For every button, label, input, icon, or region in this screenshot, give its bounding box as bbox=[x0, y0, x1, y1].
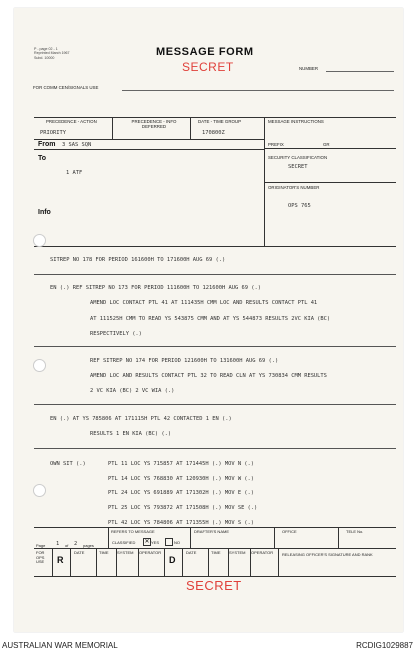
time-label-r: TIME bbox=[99, 550, 109, 555]
number-line bbox=[326, 71, 394, 72]
archive-record-id: RCDIG1029887 bbox=[356, 641, 413, 650]
message-line: 2 VC KIA (BC) 2 VC WIA (.) bbox=[90, 388, 175, 394]
to-label: To bbox=[38, 155, 47, 162]
no-label: NO bbox=[174, 540, 180, 545]
punch-hole-icon bbox=[33, 359, 46, 372]
punch-hole-icon bbox=[33, 484, 46, 497]
own-sit-line: PTL 11 LOC YS 715857 AT 171445H (.) MOV N (.) bbox=[108, 461, 255, 467]
drafters-name-label: DRAFTER'S NAME bbox=[194, 529, 229, 534]
to-value: 1 ATF bbox=[66, 170, 83, 176]
pages-label: pages bbox=[83, 543, 94, 548]
precedence-action-label: PRECEDENCE - ACTION bbox=[46, 119, 97, 124]
pages-total: 2 bbox=[74, 541, 78, 547]
own-sit-line: PTL 14 LOC YS 768830 AT 120930H (.) MOV W (.) bbox=[108, 476, 255, 482]
col-divider-2 bbox=[190, 117, 191, 139]
message-line: SITREP NO 178 FOR PERIOD 161600H TO 171600H AUG 69 (.) bbox=[50, 257, 226, 263]
security-classification-value: SECRET bbox=[288, 164, 308, 170]
refers-to-message-label: REFERS TO MESSAGE bbox=[111, 529, 155, 534]
precedence-action-value: PRIORITY bbox=[40, 130, 66, 136]
ops-divider bbox=[52, 548, 53, 576]
date-label-d: DATE bbox=[186, 550, 197, 555]
footer-divider bbox=[274, 527, 275, 548]
time-label-d: TIME bbox=[211, 550, 221, 555]
gr-label: GR bbox=[323, 142, 330, 147]
ops-divider bbox=[182, 548, 183, 576]
ops-divider bbox=[164, 548, 165, 576]
comm-cen-line bbox=[122, 90, 394, 91]
table-top-rule bbox=[34, 117, 396, 118]
prefix-label: PREFIX bbox=[268, 142, 284, 147]
dtg-label: DATE - TIME GROUP bbox=[198, 119, 242, 124]
from-value: 3 SAS SQN bbox=[62, 142, 92, 148]
message-line: EN (.) AT YS 785806 AT 171115H PTL 42 CONTACTED 1 EN (.) bbox=[50, 416, 232, 422]
originators-number-label: ORIGINATOR'S NUMBER bbox=[268, 185, 320, 190]
dtg-value: 170800Z bbox=[202, 130, 225, 136]
message-line: AT 111525H CMM TO READ YS 543875 CMM AND AT YS 544873 RESULTS 2VC KIA (BC) bbox=[90, 316, 331, 322]
originators-number-value: OPS 765 bbox=[288, 203, 311, 209]
classification-stamp-bottom: SECRET bbox=[186, 578, 242, 593]
message-line: EN (.) REF SITREP NO 173 FOR PERIOD 111600H TO 121600H AUG 69 (.) bbox=[50, 285, 261, 291]
page-label: Page bbox=[36, 543, 46, 548]
message-line: AMEND LOC AND RESULTS CONTACT PTL 32 TO READ CLN AT YS 730834 CMM RESULTS bbox=[90, 373, 327, 379]
own-sit-line: PTL 42 LOC YS 784806 AT 171355H (.) MOV S (.) bbox=[108, 520, 255, 526]
yes-label: YES bbox=[151, 540, 160, 545]
right-col-rule-1 bbox=[264, 148, 396, 149]
message-line: RESULTS 1 EN KIA (BC) (.) bbox=[90, 431, 172, 437]
own-sit-label: OWN SIT (.) bbox=[50, 461, 86, 467]
comm-cen-label: FOR COMM CEN/SIGNALS USE bbox=[33, 85, 99, 90]
releasing-officer-label: RELEASING OFFICER'S SIGNATURE AND RANK bbox=[282, 552, 373, 557]
for-ops-use-label: FOR OPS USE bbox=[36, 550, 45, 564]
precedence-info-label: PRECEDENCE - INFO DEFERRED bbox=[131, 119, 177, 129]
security-classification-label: SECURITY CLASSIFICATION bbox=[268, 155, 328, 160]
form-reference: P - page 02 - 1 Reprinted March 1967 Subd. 10000 bbox=[34, 47, 70, 60]
d-label: D bbox=[169, 555, 176, 565]
footer-divider bbox=[190, 527, 191, 548]
operator-label-r: OPERATOR bbox=[139, 550, 162, 555]
ops-divider bbox=[70, 548, 71, 576]
from-label: From bbox=[38, 141, 56, 148]
footer-top-rule bbox=[34, 527, 396, 528]
message-instructions-label: MESSAGE INSTRUCTIONS bbox=[268, 119, 324, 124]
own-sit-line: PTL 24 LOC YS 691889 AT 171302H (.) MOV E (.) bbox=[108, 490, 255, 496]
table-header-rule bbox=[34, 139, 264, 140]
no-checkbox bbox=[165, 538, 173, 546]
footer-mid-rule bbox=[34, 548, 396, 549]
date-label-r: DATE bbox=[74, 550, 85, 555]
body-rule bbox=[34, 448, 396, 449]
from-row-rule bbox=[34, 149, 264, 150]
page-number: 1 bbox=[56, 541, 60, 547]
classified-label: CLASSIFIED bbox=[112, 540, 136, 545]
body-rule bbox=[34, 346, 396, 347]
body-rule bbox=[34, 404, 396, 405]
info-label: Info bbox=[38, 209, 51, 216]
operator-label-d: OPERATOR bbox=[251, 550, 274, 555]
form-title: MESSAGE FORM bbox=[156, 46, 254, 58]
system-label-r: SYSTEM bbox=[117, 550, 134, 555]
number-label: NUMBER bbox=[299, 66, 319, 71]
office-label: OFFICE bbox=[282, 529, 297, 534]
footer-bottom-rule bbox=[34, 576, 396, 577]
tele-number-label: TELE No. bbox=[346, 529, 364, 534]
classification-stamp-top: SECRET bbox=[182, 60, 234, 74]
yes-checkbox: ✕ bbox=[144, 539, 150, 545]
footer-divider bbox=[338, 527, 339, 548]
body-rule bbox=[34, 274, 396, 275]
ops-divider bbox=[278, 548, 279, 576]
ops-divider bbox=[208, 548, 209, 576]
message-line: AMEND LOC CONTACT PTL 41 AT 111435H CMM LOC AND RESULTS CONTACT PTL 41 bbox=[90, 300, 318, 306]
own-sit-line: PTL 25 LOC YS 793872 AT 171508H (.) MOV SE (.) bbox=[108, 505, 258, 511]
message-line: RESPECTIVELY (.) bbox=[90, 331, 142, 337]
r-label: R bbox=[57, 555, 64, 565]
col-divider-1 bbox=[112, 117, 113, 139]
punch-hole-icon bbox=[33, 234, 46, 247]
of-label: of bbox=[65, 543, 69, 548]
message-line: REF SITREP NO 174 FOR PERIOD 121600H TO 131600H AUG 69 (.) bbox=[90, 358, 279, 364]
ops-divider bbox=[96, 548, 97, 576]
system-label-d: SYSTEM bbox=[229, 550, 246, 555]
footer-divider bbox=[108, 527, 109, 548]
right-col-rule-2 bbox=[264, 182, 396, 183]
body-top-rule bbox=[34, 246, 396, 247]
archive-credit: AUSTRALIAN WAR MEMORIAL bbox=[2, 641, 118, 650]
col-divider-3 bbox=[264, 117, 265, 246]
